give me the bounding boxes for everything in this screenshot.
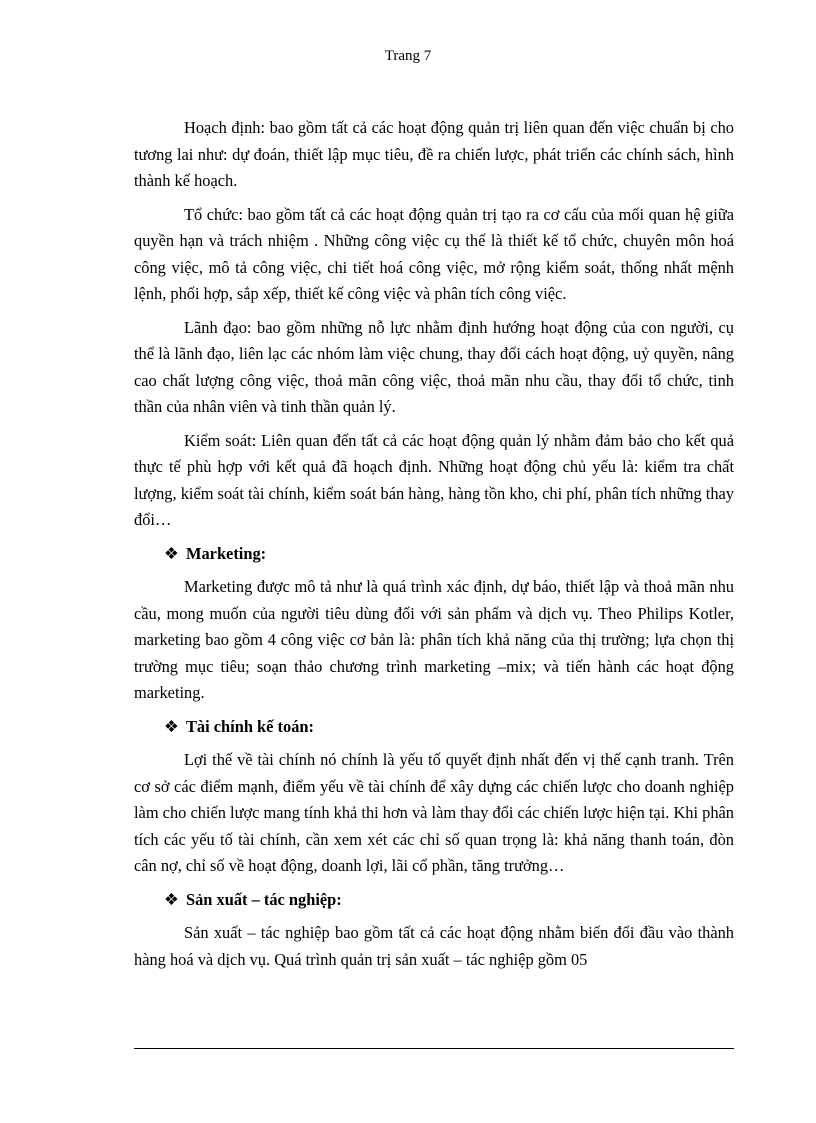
paragraph-tai-chinh: Lợi thế về tài chính nó chính là yếu tố quyết định nhất đến vị thế cạnh tranh. Trên cơ sở các điểm mạnh, điểm yếu về tài chính để xây dựng các chiến lược cho doanh nghiệp làm cho chiến lược mang tính khả thi hơn và làm thay đổi các chiến lược hiện tại. Khi phân tích các yếu tố tài chính, cần xem xét các chỉ số quan trọng là: khả năng thanh toán, đòn cân nợ, chỉ số về hoạt động, doanh lợi, lãi cổ phần, tăng trưởng… bbox=[134, 750, 734, 875]
diamond-bullet-icon: ❖ bbox=[164, 716, 179, 736]
paragraph-san-xuat: Sản xuất – tác nghiệp bao gồm tất cả các hoạt động nhằm biến đổi đầu vào thành hàng hoá và dịch vụ. Quá trình quản trị sản xuất – tác nghiệp gồm 05 bbox=[134, 923, 734, 969]
paragraph-hoach-dinh: Hoạch định: bao gồm tất cả các hoạt động quản trị liên quan đến việc chuẩn bị cho tương lai như: dự đoán, thiết lập mục tiêu, đề ra chiến lược, phát triển các chính sách, hình thành kế hoạch. bbox=[134, 118, 734, 190]
diamond-bullet-icon: ❖ bbox=[164, 543, 179, 563]
section-heading-text: Marketing: bbox=[186, 543, 267, 563]
section-heading-text: Tài chính kế toán: bbox=[186, 716, 314, 736]
document-body bbox=[134, 115, 734, 980]
section-heading-marketing bbox=[134, 541, 734, 568]
section-heading-san-xuat bbox=[134, 887, 734, 914]
footer-divider bbox=[134, 1048, 734, 1049]
section-heading-text: Sản xuất – tác nghiệp: bbox=[186, 889, 342, 909]
paragraph-to-chuc: Tổ chức: bao gồm tất cả các hoạt động quản trị tạo ra cơ cấu của mối quan hệ giữa quyền hạn và trách nhiệm . Những công việc cụ thể là thiết kế tổ chức, chuyên môn hoá công việc, mô tả công việc, chi tiết hoá công việc, mở rộng kiểm soát, thống nhất mệnh lệnh, phối hợp, sắp xếp, thiết kế công việc và phân tích công việc. bbox=[134, 204, 734, 303]
paragraph-kiem-soat: Kiểm soát: Liên quan đến tất cả các hoạt động quản lý nhằm đảm bảo cho kết quả thực tế phù hợp với kết quả đã hoạch định. Những hoạt động chủ yếu là: kiểm tra chất lượng, kiểm soát tài chính, kiểm soát bán hàng, hàng tồn kho, chi phí, phân tích những thay đổi… bbox=[134, 430, 735, 529]
page-number-label: Trang 7 bbox=[384, 48, 432, 64]
page-header bbox=[0, 46, 816, 66]
paragraph-lanh-dao: Lãnh đạo: bao gồm những nỗ lực nhằm định hướng hoạt động của con người, cụ thể là lãnh đạo, liên lạc các nhóm làm việc chung, thay đổi cách hoạt động, uỷ quyền, nâng cao chất lượng công việc, thoả mãn công việc, thoả mãn nhu cầu, thay đổi tổ chức, tinh thần của nhân viên và tinh thần quản lý. bbox=[134, 317, 734, 416]
diamond-bullet-icon: ❖ bbox=[164, 889, 179, 909]
section-heading-tai-chinh bbox=[134, 714, 734, 741]
paragraph-marketing: Marketing được mô tả như là quá trình xác định, dự báo, thiết lập và thoả mãn nhu cầu, mong muốn của người tiêu dùng đối với sản phẩm và dịch vụ. Theo Philips Kotler, marketing bao gồm 4 công việc cơ bản là: phân tích khả năng của thị trường; lựa chọn thị trường mục tiêu; soạn thảo chương trình marketing –mix; và tiến hành các hoạt động marketing. bbox=[134, 577, 734, 702]
